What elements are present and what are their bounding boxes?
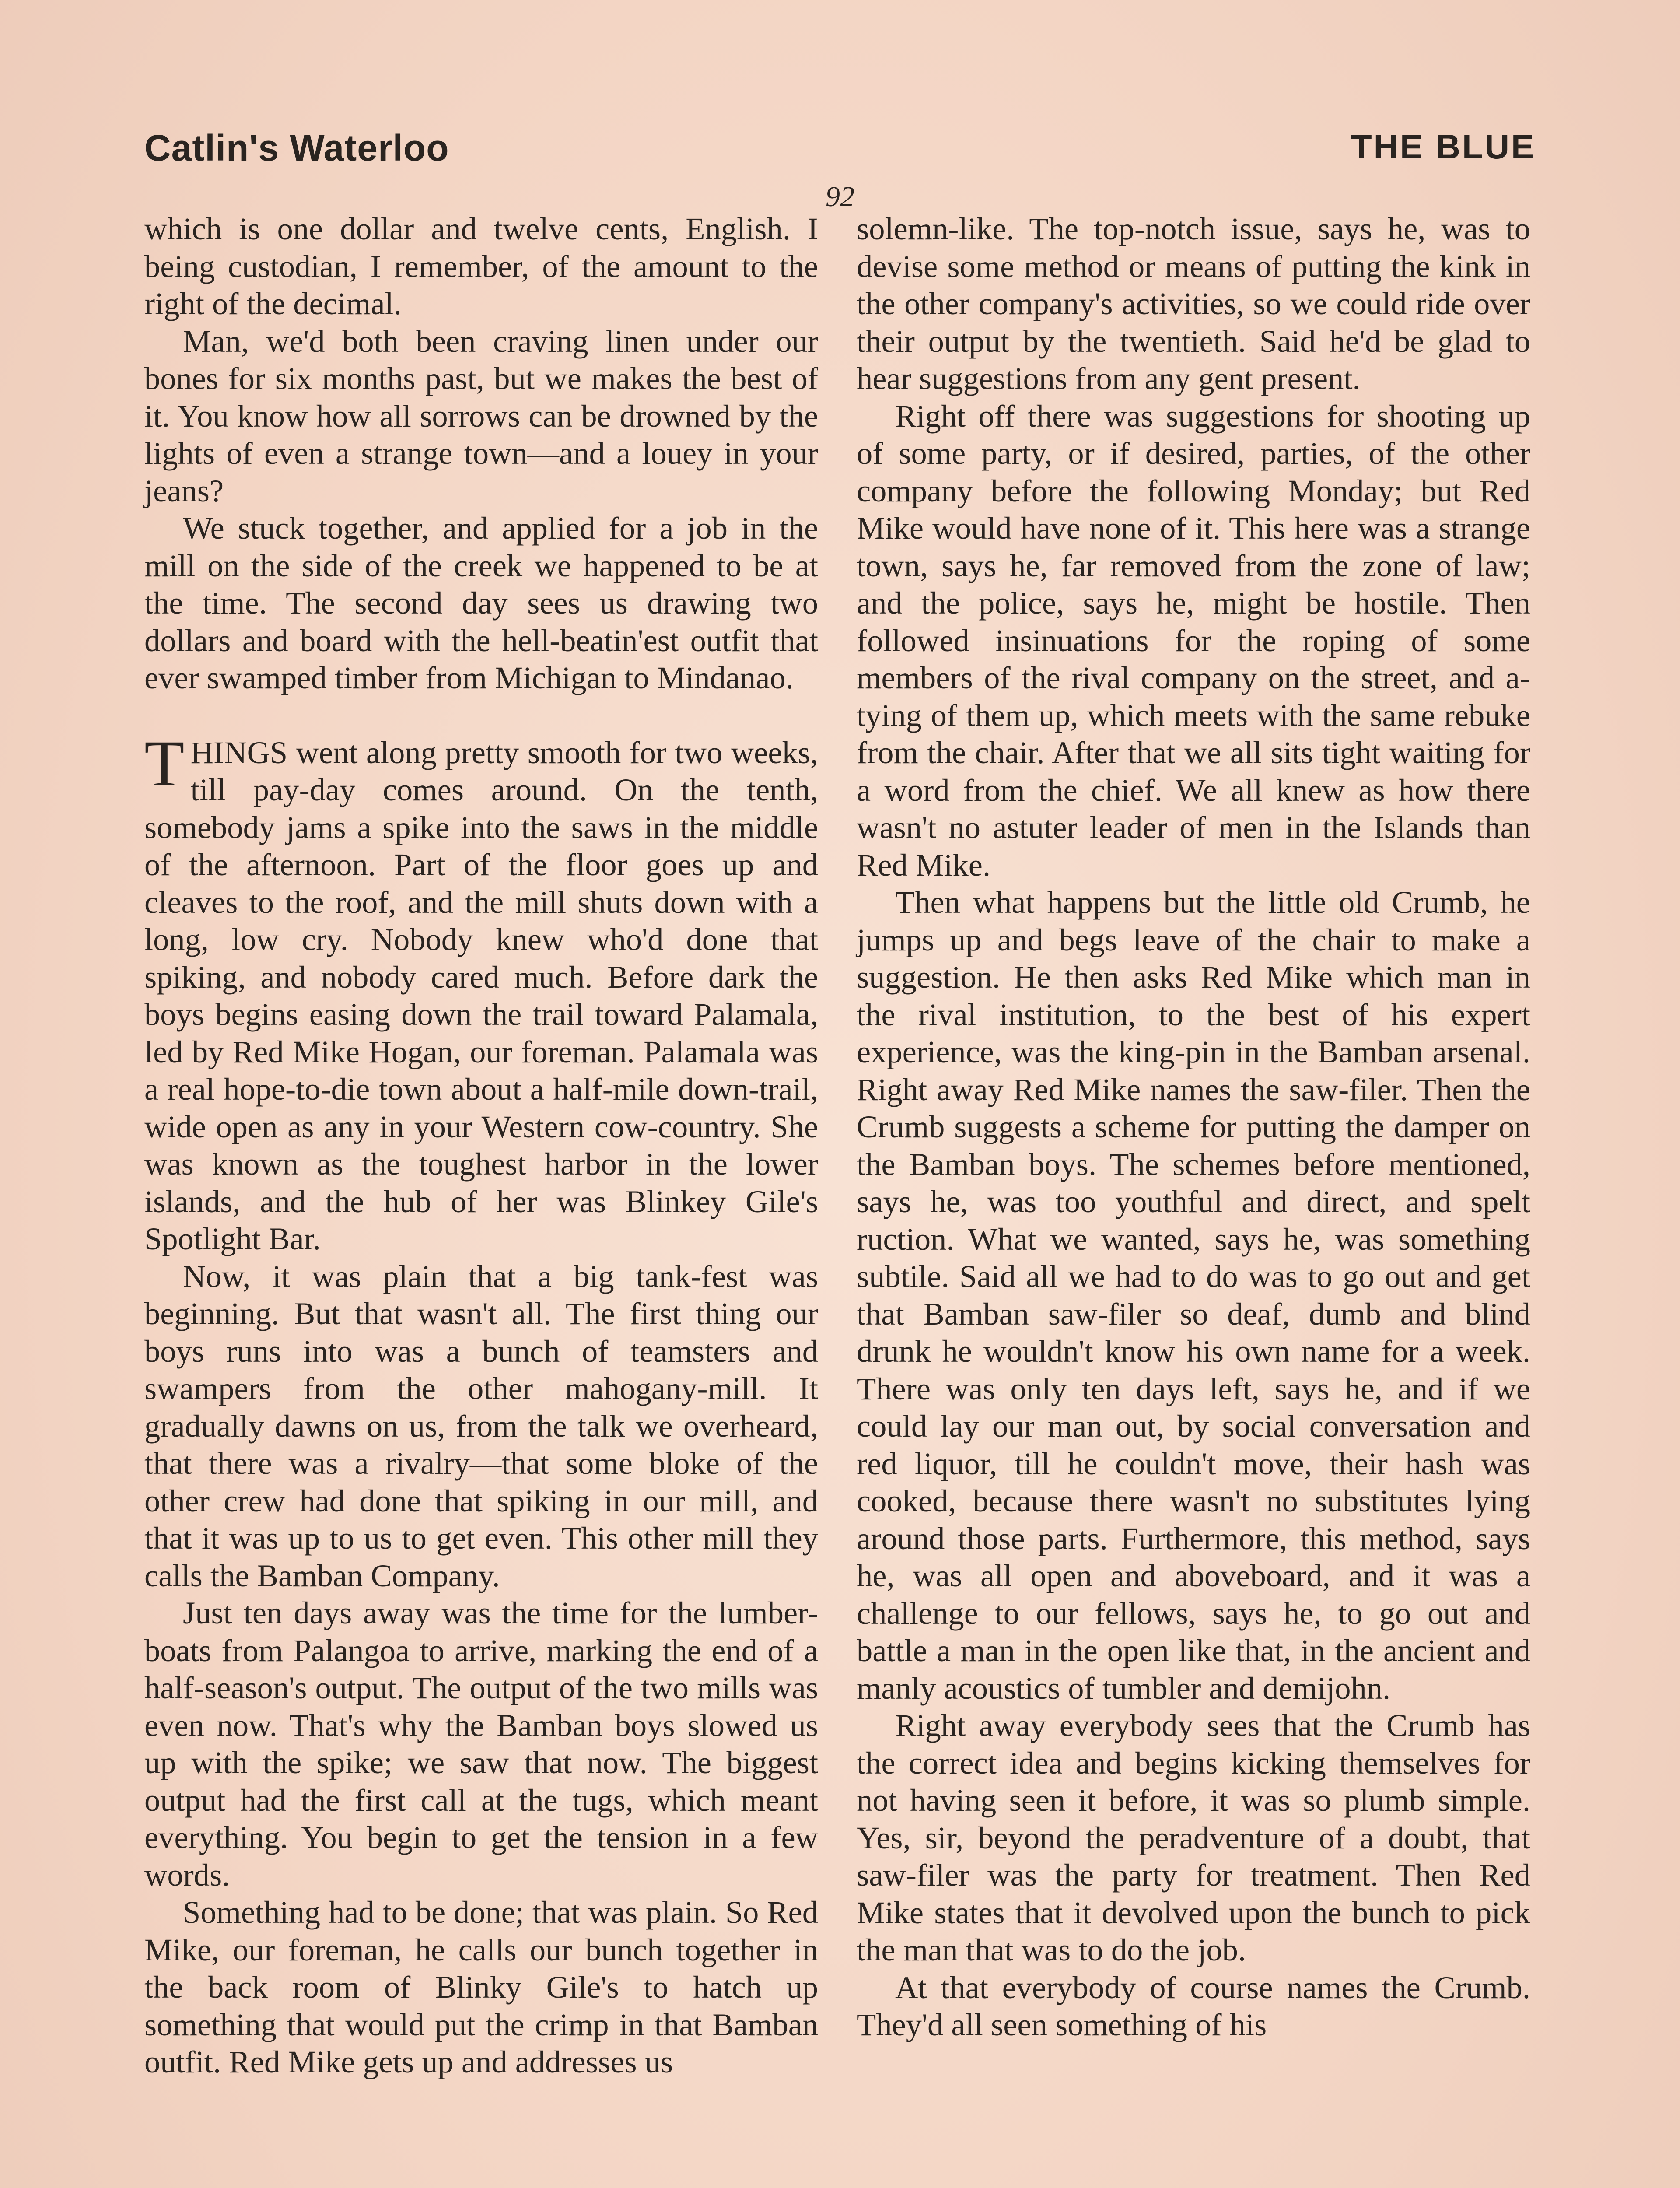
paragraph: Now, it was plain that a big tank-fest was beginning. But that wasn't all. The first thing our boys runs into was a bunch of teamsters and swampers from the other mahogany-mill. It gradually dawns on us, from the talk we overheard, that there was a rivalry—that some bloke of the other crew had done that spiking in our mill, and that it was up to us to get even. This other mill they calls the Bamban Company.	[144, 1258, 818, 1593]
paragraph: Then what happens but the little old Crumb, he jumps up and begs leave of the chair to make a suggestion. He then asks Red Mike which man in the rival institution, to the best of his expert experience, was the king-pin in the Bamban arsenal. Right away Red Mike names the saw-filer. Then the Crumb suggests a scheme for putting the damper on the Bamban boys. The schemes before mentioned, says he, was too youthful and direct, and spelt ruction. What we wanted, says he, was something subtile. Said all we had to do was to go out and get that Bamban saw-filer so deaf, dumb and blind drunk he wouldn't know his own name for a week. There was only ten days left, says he, and if we could lay our man out, by social conversation and red liquor, till he couldn't move, their hash was cooked, because there wasn't no substitutes lying around those parts. Furthermore, this method, says he, was all open and aboveboard, and it was a challenge to our fellows, says he, to go out and battle a man in the open like that, in the ancient and manly acoustics of tumbler and demijohn.	[857, 884, 1530, 1706]
paragraph: solemn-like. The top-notch issue, says he, was to devise some method or means of putting the kink in the other company's activities, so we could ride over their output by the twentieth. Said he'd be glad to hear suggestions from any gent present.	[857, 211, 1530, 396]
paragraph: Just ten days away was the time for the lumber-boats from Palangoa to arrive, marking the end of a half-season's output. The output of the two mills was even now. That's why the Bamban boys slowed us up with the spike; we saw that now. The biggest output had the first call at the tugs, which meant everything. You begin to get the tension in a few words.	[144, 1595, 818, 1893]
paragraph: Man, we'd both been craving linen under our bones for six months past, but we makes the best of it. You know how all sorrows can be drowned by the lights of even a strange town—and a louey in your jeans?	[144, 323, 818, 508]
paragraph: Right off there was suggestions for shooting up of some party, or if desired, parties, of the other company before the following Monday; but Red Mike would have none of it. This here was a strange town, says he, far removed from the zone of law; and the police, says he, might be hostile. Then followed insinuations for the roping of some members of the rival company on the street, and a-tying of them up, which meets with the same rebuke from the chair. After that we all sits tight waiting for a word from the chief. We all knew as how there wasn't no astuter leader of men in the Islands than Red Mike.	[857, 398, 1530, 883]
drop-cap: T	[144, 727, 185, 800]
section-opening-paragraph	[144, 727, 818, 1258]
paragraph: which is one dollar and twelve cents, English. I being custodian, I remember, of the amount to the right of the decimal.	[144, 211, 818, 321]
magazine-name: THE BLUE	[1351, 127, 1536, 166]
paragraph: Right away everybody sees that the Crumb has the correct idea and begins kicking themselves for not having seen it before, it was so plumb simple. Yes, sir, beyond the peradventure of a doubt, that saw-filer was the party for treatment. Then Red Mike states that it devolved upon the bunch to pick the man that was to do the job.	[857, 1708, 1530, 1967]
right-column	[857, 210, 1530, 2044]
section-opening-text: HINGS went along pretty smooth for two weeks, till pay-day comes around. On the tenth, somebody jams a spike into the saws in the middle of the afternoon. Part of the floor goes up and cleaves to the roof, and the mill shuts down with a long, low cry. Nobody knew who'd done that spiking, and nobody cared much. Before dark the boys begins easing down the trail toward Palamala, led by Red Mike Hogan, our foreman. Palamala was a real hope-to-die town about a half-mile down-trail, wide open as any in your Western cow-country. She was known as the toughest harbor in the lower islands, and the hub of her was Blinkey Gile's Spotlight Bar.	[144, 734, 818, 1256]
page-number: 92	[826, 181, 854, 213]
story-title: Catlin's Waterloo	[144, 127, 449, 168]
paragraph: Something had to be done; that was plain. So Red Mike, our foreman, he calls our bunch together in the back room of Blinky Gile's to hatch up something that would put the crimp in that Bamban outfit. Red Mike gets up and addresses us	[144, 1894, 818, 2079]
paragraph: At that everybody of course names the Crumb. They'd all seen something of his	[857, 1969, 1530, 2042]
paragraph: We stuck together, and applied for a job in the mill on the side of the creek we happened to be at the time. The second day sees us drawing two dollars and board with the hell-beatin'est outfit that ever swamped timber from Michigan to Mindanao.	[144, 510, 818, 695]
left-column	[144, 210, 818, 2081]
